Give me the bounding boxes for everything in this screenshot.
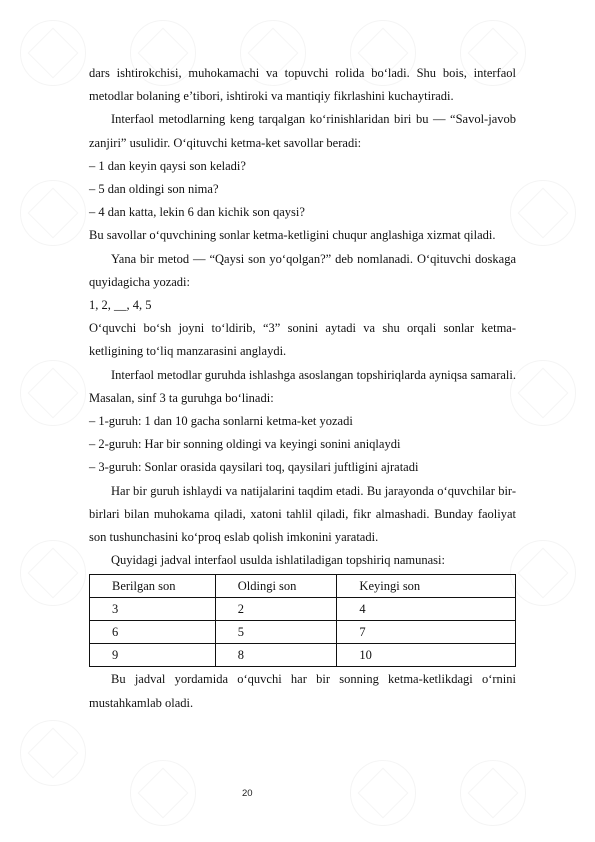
table-row bbox=[90, 644, 516, 667]
paragraph: Interfaol metodlar guruhda ishlashga asoslangan topshiriqlarda ayniqsa samarali. Masalan, sinf 3 ta guruhga bo‘linadi: bbox=[89, 367, 516, 405]
table-cell: 9 bbox=[90, 644, 216, 667]
question-item: – 4 dan katta, lekin 6 dan kichik son qaysi? bbox=[89, 205, 305, 220]
table-header-cell: Berilgan son bbox=[90, 575, 216, 598]
question-item: – 1 dan keyin qaysi son keladi? bbox=[89, 158, 246, 173]
table-row bbox=[90, 621, 516, 644]
paragraph: Bu jadval yordamida o‘quvchi har bir sonning ketma-ketlikdagi o‘rnini mustahkamlab oladi. bbox=[89, 672, 516, 710]
paragraph: Quyidagi jadval interfaol usulda ishlatiladigan topshiriq namunasi: bbox=[111, 553, 445, 568]
table-row bbox=[90, 598, 516, 621]
paragraph: Yana bir metod — “Qaysi son yo‘qolgan?” deb nomlanadi. O‘qituvchi doskaga quyidagicha yozadi: bbox=[89, 251, 516, 289]
paragraph: Bu savollar o‘quvchining sonlar ketma-ketligini chuqur anglashiga xizmat qiladi. bbox=[89, 228, 496, 243]
paragraph: Interfaol metodlarning keng tarqalgan ko‘rinishlaridan biri bu — “Savol-javob zanjiri” usulidir. O‘qituvchi ketma-ket savollar beradi: bbox=[89, 112, 516, 150]
paragraph: O‘quvchi bo‘sh joyni to‘ldirib, “3” sonini aytadi va shu orqali sonlar ketma-ketligining to‘liq manzarasini anglaydi. bbox=[89, 321, 516, 359]
table-cell: 5 bbox=[215, 621, 337, 644]
paragraph: Har bir guruh ishlaydi va natijalarini taqdim etadi. Bu jarayonda o‘quvchilar bir-birlari bilan muhokama qiladi, xatoni tahlil qiladi, fikr almashadi. Bunday faoliyat son tushunchasini ko‘proq eslab qolish imkonini yaratadi. bbox=[89, 483, 516, 545]
table-cell: 6 bbox=[90, 621, 216, 644]
table-cell: 3 bbox=[90, 598, 216, 621]
group-item: – 2-guruh: Har bir sonning oldingi va keyingi sonini aniqlaydi bbox=[89, 437, 401, 452]
table-header-cell: Keyingi son bbox=[337, 575, 516, 598]
table-cell: 4 bbox=[337, 598, 516, 621]
page-body bbox=[89, 62, 516, 715]
table-cell: 7 bbox=[337, 621, 516, 644]
page-number: 20 bbox=[242, 788, 253, 799]
question-item: – 5 dan oldingi son nima? bbox=[89, 182, 219, 197]
group-item: – 1-guruh: 1 dan 10 gacha sonlarni ketma-ket yozadi bbox=[89, 414, 353, 429]
group-item: – 3-guruh: Sonlar orasida qaysilari toq, qaysilari juftligini ajratadi bbox=[89, 460, 419, 475]
table-header-cell: Oldingi son bbox=[215, 575, 337, 598]
table-cell: 2 bbox=[215, 598, 337, 621]
paragraph: dars ishtirokchisi, muhokamachi va topuvchi rolida bo‘ladi. Shu bois, interfaol metodlar bolaning e’tibori, ishtiroki va mantiqiy fikrlashini kuchaytiradi. bbox=[89, 66, 516, 104]
task-table bbox=[89, 574, 516, 667]
number-sequence: 1, 2, __, 4, 5 bbox=[89, 298, 152, 313]
table-cell: 8 bbox=[215, 644, 337, 667]
table-header-row bbox=[90, 575, 516, 598]
table-cell: 10 bbox=[337, 644, 516, 667]
